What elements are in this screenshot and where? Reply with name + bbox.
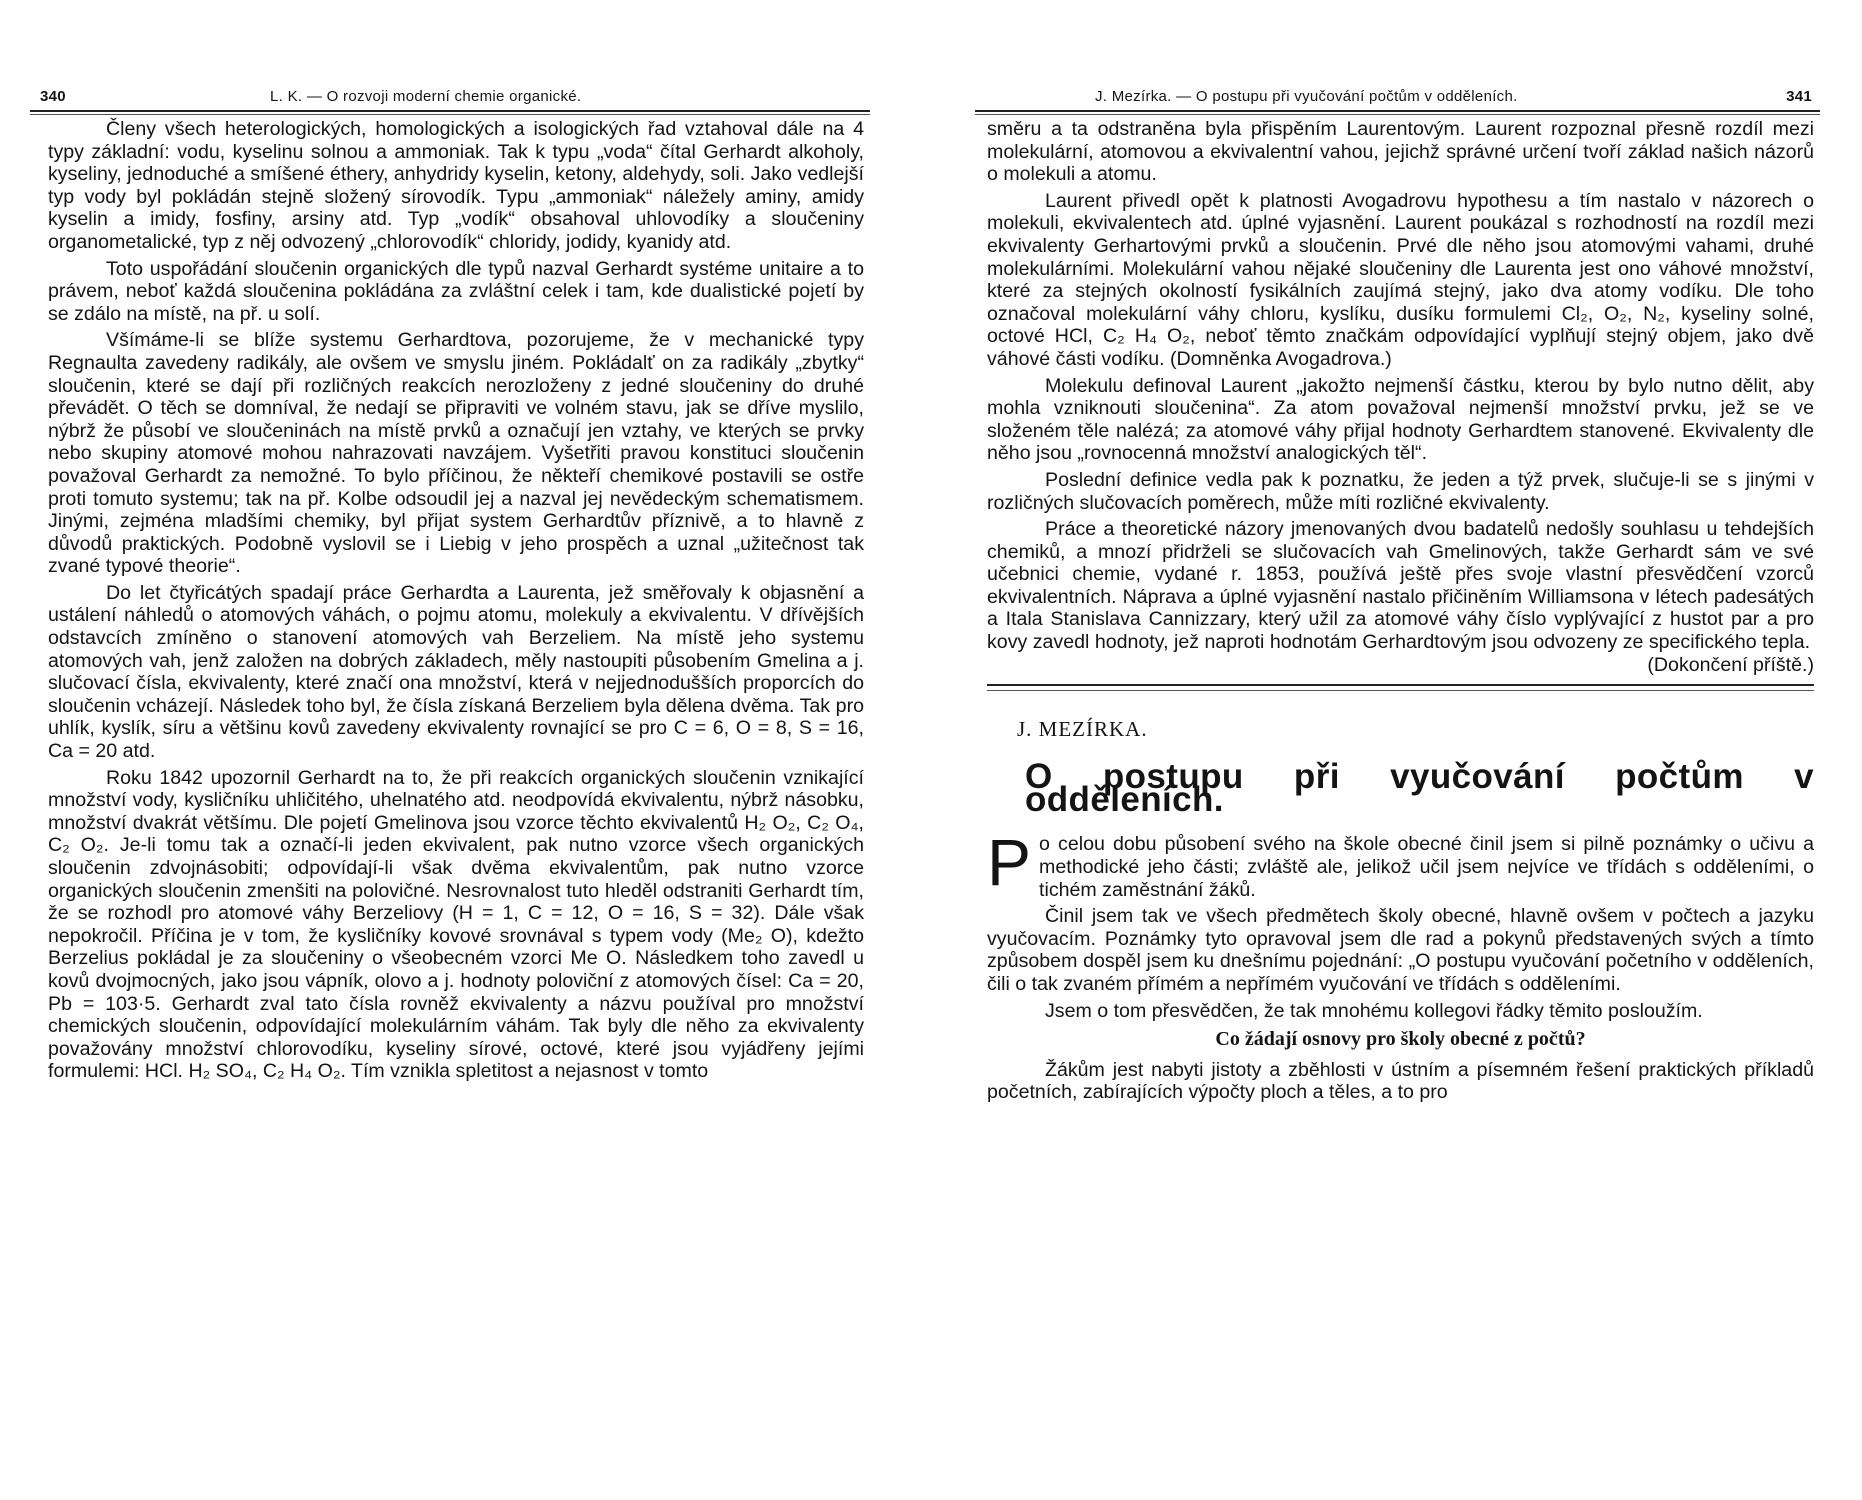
to-be-continued-note: (Dokončení příště.) <box>1647 653 1814 676</box>
article-author: J. MEZÍRKA. <box>1017 716 1148 741</box>
page-number: 341 <box>1786 88 1812 105</box>
paragraph: Členy všech heterologických, homologických a isologických řad vztahoval dále na 4 typy základní: vodu, kyselinu solnou a ammoniak. Tak k typu „voda“ čítal Gerhardt alkoholy, kyseliny, jednoduché a smíšené éthery, anhydridy kyselin, ketony, aldehydy, soli. Jako vedlejší typ vody byl pokládán stejně složený sírovodík. Typu „ammoniak“ náležely aminy, amidy kyselin a imidy, fosfiny, arsiny atd. Typ „vodík“ obsahoval uhlovodíky a sloučeniny organometalické, typ z něj odvozený „chlorovodík“ chloridy, jodidy, kyanidy atd. <box>48 118 864 253</box>
paragraph: Molekulu definoval Laurent „jakožto nejmenší částku, kterou by bylo nutno dělit, aby mohla vzniknouti sloučenina“. Za atom považoval nejmenší množství prvku, jež se ve složeném těle nalézá; za atomové váhy přijal hodnoty Gerhardtem stanovené. Ekvivalenty dle něho jsou „rovnocenná množství analogických těl“. <box>987 374 1814 465</box>
paragraph: Všímáme-li se blíže systemu Gerhardtova, pozorujeme, že v mechanické typy Regnaulta zavedeny radikály, ale ovšem ve smyslu jiném. Pokládalť on za radikály „zbytky“ sloučenin, které se dají při rozličných reakcích nerozloženy z jedné sloučeniny do druhé převádět. O těch se domníval, že nedají se připraviti ve volném stavu, jak se dříve myslilo, nýbrž že působí ve sloučeninách na místě prvků a označují jen vztahy, ve kterých se prvky nebo skupiny atomové mohou nahrazovati navzájem. Vyšetřiti pravou konstituci sloučenin považoval Gerhardt za nemožné. To bylo příčinou, že někteří chemikové postavili se ostře proti tomuto systemu; tak na př. Kolbe odsoudil jej a nazval jej nevědeckým schematismem. Jinými, zejména mladšími chemiky, byl přijat system Gerhardtův příznivě, a to hlavně z důvodů praktických. Podobně vyslovil se i Liebig v jeho prospěch a uznal „užitečnost tak zvané typové theorie“. <box>48 329 864 578</box>
paragraph: Roku 1842 upozornil Gerhardt na to, že při reakcích organických sloučenin vznikající množství vody, kysličníku uhličitého, uhelnatého atd. neodpovídá ekvivalentu, nýbrž násobku, množství dvakrát většímu. Dle pojetí Gmelinova jsou vzorce těchto ekvivalentů H₂ O₂, C₂ O₄, C₂ O₂. Je-li tomu tak a označí-li jeden ekvivalent, pak nutno vzorce všech organických sloučenin zdvojnásobiti; odpovídají-li však dvěma ekvivalentům, pak nutno vzorce organických sloučenin zmenšiti na polovičné. Nesrovnalost tuto hleděl odstraniti Gerhardt tím, že se rozhodl pro atomové váhy Berzeliovy (H = 1, C = 12, O = 16, S = 32). Dále však nepokročil. Příčina je v tom, že kysličníky kovové srovnával s typem vody (Me₂ O), kdežto Berzelius pokládal je za sloučeniny o všeobecném vzorci Me O. Následkem toho zavedl u kovů dvojmocných, jako jsou vápník, olovo a j. hodnoty poloviční z atomových čísel: Ca = 20, Pb = 103·5. Gerhardt zval tato čísla rovněž ekvivalenty a názvu používal pro množství chemických sloučenin, odpovídající molekulárním váhám. Tak byly dle něho za ekvivalenty považovány množství chlorovodíku, kyseliny sírové, octové, které jsou vyjádřeny jejími formulemi: HCl. H₂ SO₄, C₂ H₄ O₂. Tím vznikla spletitost a nejasnost v tomto <box>48 766 864 1083</box>
section-divider <box>987 684 1814 692</box>
header-rule-thin <box>975 114 1820 115</box>
paragraph: Práce a theoretické názory jmenovaných dvou badatelů nedošly souhlasu u tehdejších chemiků, a mnozí přidrželi se slučovacích vah Gmelinových, takže Gerhardt sám ve své učebnici chemie, vydané r. 1853, používá ještě přes svoje vlastní přesvědčení vzorců ekvivalentních. Náprava a úplné vyjasnění nastalo přičiněním Williamsona v létech padesátých a Itala Stanislava Cannizzary, který užil za atomové váhy číslo vyplývající z hustot par a pro kovy zavedl hodnoty, jež naproti hodnotám Gerhardtovým jsou odvozeny ze specifického tepla. <box>987 518 1814 654</box>
article-title: O postupu při vyučování počtům v odděleních. <box>1025 757 1814 819</box>
header-rule <box>30 110 870 112</box>
header-rule-thin <box>30 114 870 115</box>
running-head: L. K. — O rozvoji moderní chemie organické. <box>270 88 582 105</box>
running-header <box>975 88 1820 118</box>
paragraph: směru a ta odstraněna byla přispěním Laurentovým. Laurent rozpoznal přesně rozdíl mezi molekulární, atomovou a ekvivalentní vahou, jejichž správné určení tvoří základ našich názorů o molekuli a atomu. <box>987 118 1814 186</box>
section-subheading: Co žádají osnovy pro školy obecné z počtů? <box>1215 1028 1586 1051</box>
running-head: J. Mezírka. — O postupu při vyučování počtům v odděleních. <box>1095 88 1518 105</box>
page-number: 340 <box>40 88 66 105</box>
paragraph: Toto uspořádání sloučenin organických dle typů nazval Gerhardt systéme unitaire a to právem, neboť každá sloučenina pokládána za zvláštní celek i tam, kde dualistické pojetí by se zdálo na místě, na př. u solí. <box>48 257 864 325</box>
left-body-text <box>30 118 870 1083</box>
paragraph: Jsem o tom přesvědčen, že tak mnohému kollegovi řádky těmito posloužím. <box>1045 999 1703 1022</box>
right-body-text <box>975 118 1820 1104</box>
article-first-paragraph <box>987 825 1814 901</box>
paragraph: Do let čtyřicátých spadají práce Gerhardta a Laurenta, jež směřovaly k objasnění a ustálení náhledů o atomových váhách, o pojmu atomu, molekuly a ekvivalentu. V dřívějších odstavcích zmíněno o stanovení atomových vah Berzeliem. Na místě jeho systemu atomových vah, jenž založen na dobrých základech, měly nastoupiti působením Gmelina a j. slučovací čísla, ekvivalenty, které značí ona množství, která v nejjednodušších proporcích do sloučenin vcházejí. Následek toho byl, že čísla získaná Berzeliem byla dělena dvěma. Tak pro uhlík, kyslík, síru a většinu kovů zavedeny ekvivalenty rovnající se pro C = 6, O = 8, S = 16, Ca = 20 atd. <box>48 581 864 763</box>
paragraph: Činil jsem tak ve všech předmětech školy obecné, hlavně ovšem v počtech a jazyku vyučovacím. Poznámky tyto opravoval jsem dle rad a pokynů představených svých a tímto způsobem dospěl jsem ku dnešnímu pojednání: „O postupu vyučování početního v odděleních, čili o tak zvaném přímém a nepřímém vyučování ve třídách s odděleními. <box>987 905 1814 995</box>
left-page <box>30 0 870 1087</box>
drop-cap: P <box>987 825 1032 900</box>
right-page <box>975 0 1820 1108</box>
running-header <box>30 88 870 118</box>
paragraph-text: o celou dobu působení svého na škole obecné činil jsem si pilně poznámky o učivu a methodické jeho části; zvláště ale, jelikož učil jsem nejvíce ve třídách s odděleními, o tichém zaměstnání žáků. <box>1039 833 1814 901</box>
header-rule <box>975 110 1820 112</box>
paragraph: Žákům jest nabyti jistoty a zběhlosti v ústním a písemném řešení praktických příkladů početních, zabírajících výpočty ploch a těles, a to pro <box>987 1058 1814 1104</box>
paragraph: Laurent přivedl opět k platnosti Avogadrovu hypothesu a tím nastalo v názorech o molekuli, ekvivalentech atd. úplné vyjasnění. Laurent poukázal s rozhodností na rozdíl mezi ekvivalenty Gerhartovými prvků a sloučenin. Prvé dle něho jsou atomovými vahami, druhé molekulárními. Molekulární vahou nějaké sloučeniny dle Laurenta jest ono váhové množství, které za stejných okolností fysikálních zaujímá stejný, jako dva atomy vodíku. Dle toho označoval molekulární váhy chloru, kyslíku, dusíku formulemi Cl₂, O₂, N₂, kyseliny solné, octové HCl, C₂ H₄ O₂, neboť těmto značkám odpovídající vyplňují stejný objem, jako dvě váhové části vodíku. (Domněnka Avogadrova.) <box>987 189 1814 370</box>
paragraph-with-closing <box>987 518 1814 676</box>
paragraph: Poslední definice vedla pak k poznatku, že jeden a týž prvek, slučuje-li se s jinými v rozličných slučovacích poměrech, může míti rozličné ekvivalenty. <box>987 468 1814 514</box>
